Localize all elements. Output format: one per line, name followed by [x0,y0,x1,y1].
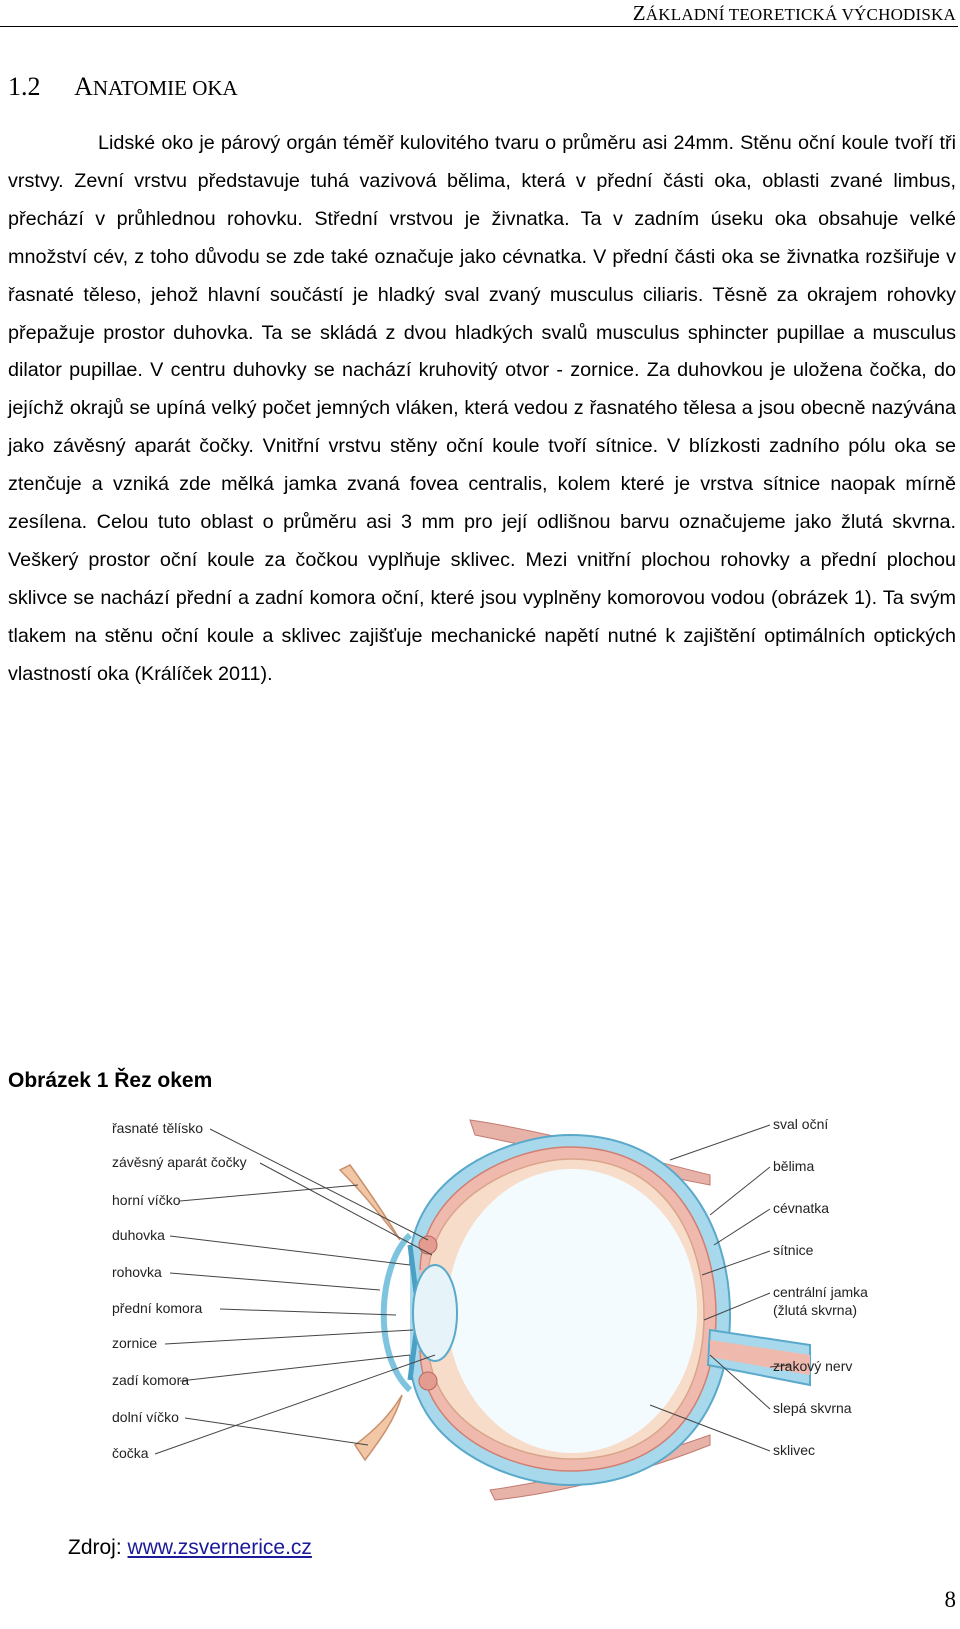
page-header [0,0,958,27]
label-cornea: rohovka [112,1264,162,1280]
ciliary-body-upper [419,1236,437,1254]
body-paragraph: Lidské oko je párový orgán téměř kulovitého tvaru o průměru asi 24mm. Stěnu oční koule tvoří tři vrstvy. Zevní vrstvu představuje tuhá vazivová bělima, která v přední části oka, oblasti zvané limbus, přechází v průhlednou rohovku. Střední vrstvou je živnatka. Ta v zadním úseku oka obsahuje velké množství cév, z toho důvodu se zde také označuje jako cévnatka. V přední části oka se živnatka rozšiřuje v řasnaté těleso, jehož hlavní součástí je hladký sval zvaný musculus ciliaris. Těsně za okrajem rohovky přepažuje prostor duhovka. Ta se skládá z dvou hladkých svalů musculus sphincter pupillae a musculus dilator pupillae. V centru duhovky se nachází kruhovitý otvor - zornice. Za duhovkou je uložena čočka, do jejíchž okrajů se upíná velký počet jemných vláken, která vedou z řasnatého tělesa a jsou obecně nazývána jako závěsný aparát čočky. Vnitřní vrstvu stěny oční koule tvoří sítnice. V blízkosti zadního pólu oka se ztenčuje a vzniká zde mělká jamka zvaná fovea centralis, kolem které je vrstva sítnice naopak mírně zesílena. Celou tuto oblast o průměru asi 3 mm pro její odlišnou barvu označujeme jako žlutá skvrna. Veškerý prostor oční koule za čočkou vyplňuje sklivec. Mezi vnitřní plochou rohovky a přední plochou sklivce se nachází přední a zadní komora oční, které jsou vyplněny komorovou vodou (obrázek 1). Ta svým tlakem na stěnu oční koule a sklivec zajišťuje mechanické napětí nutné k zajištění optimálních optických vlastností oka (Králíček 2011). [8,132,956,685]
section-heading [8,72,238,102]
label-zonules: závěsný aparát čočky [112,1154,247,1170]
label-lower-eyelid: dolní víčko [112,1409,179,1425]
lens [413,1265,457,1361]
label-iris: duhovka [112,1227,165,1243]
left-labels [112,1120,247,1461]
header-title: ZÁKLADNÍ TEORETICKÁ VÝCHODISKA [632,1,956,25]
source-link[interactable]: www.zsvernerice.cz [127,1536,312,1559]
label-fovea: centrální jamka [773,1284,868,1300]
vitreous-body [447,1169,697,1453]
eye-illustration [155,1120,810,1500]
label-upper-eyelid: horní víčko [112,1192,181,1208]
page-number: 8 [944,1587,956,1612]
lower-eyelid [355,1395,402,1460]
section-number: 1.2 [8,72,41,101]
upper-eyelid [340,1165,400,1240]
label-blind-spot: slepá skvrna [773,1400,852,1416]
figure-source [68,1536,312,1560]
cornea [384,1235,410,1390]
label-anterior-chamber: přední komora [112,1300,203,1316]
label-vitreous: sklivec [773,1442,816,1458]
right-labels [773,1116,868,1458]
source-label: Zdroj: [68,1536,122,1559]
section-title: ANATOMIE OKA [74,72,238,101]
label-retina: sítnice [773,1242,814,1258]
label-lens: čočka [112,1445,149,1461]
figure-caption: Obrázek 1 Řez okem [8,1069,213,1092]
label-pupil: zornice [112,1335,158,1351]
label-eye-muscle: sval oční [773,1116,829,1132]
label-posterior-chamber: zadí komora [112,1372,190,1388]
label-sclera: bělima [773,1158,815,1174]
ciliary-body-lower [419,1372,437,1390]
label-macula: (žlutá skvrna) [773,1302,858,1318]
label-ciliary-body: řasnaté tělísko [112,1120,204,1136]
eye-cross-section-figure [110,1115,920,1505]
label-optic-nerve: zrakový nerv [773,1358,853,1374]
label-choroid: cévnatka [773,1200,830,1216]
